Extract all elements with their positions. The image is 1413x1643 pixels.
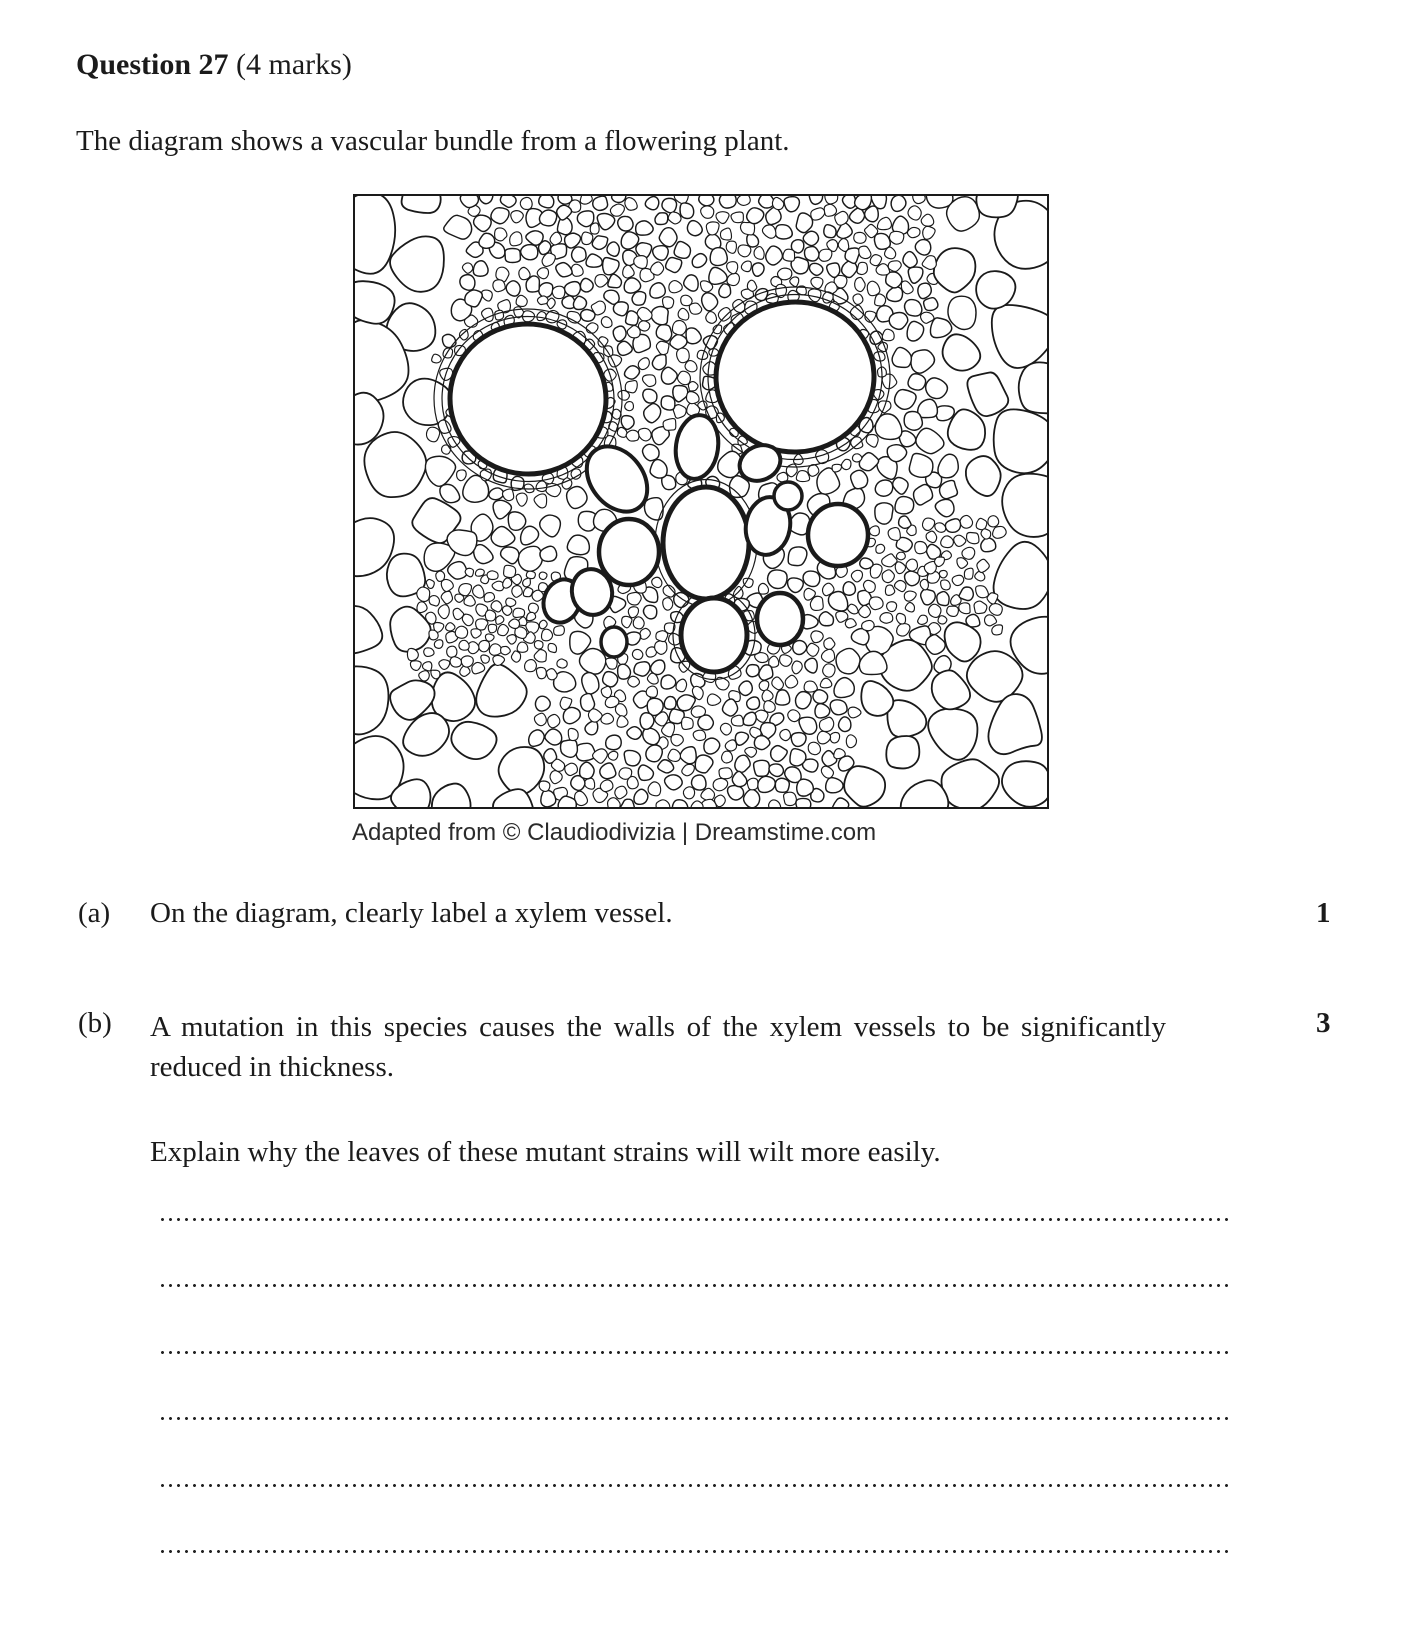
intro-text: The diagram shows a vascular bundle from a flowering plant. xyxy=(76,125,790,157)
part-a-label: (a) xyxy=(78,897,111,929)
answer-line xyxy=(161,1218,1232,1221)
answer-line xyxy=(161,1417,1232,1420)
answer-line xyxy=(161,1284,1232,1287)
figure xyxy=(353,194,1049,809)
part-b-prompt: Explain why the leaves of these mutant strains will wilt more easily. xyxy=(150,1136,941,1168)
answer-line xyxy=(161,1484,1232,1487)
part-a-marks: 1 xyxy=(1316,897,1331,929)
vascular-bundle-diagram xyxy=(355,196,1047,807)
part-b-label: (b) xyxy=(78,1007,112,1039)
question-number: Question 27 xyxy=(76,48,229,81)
part-a-text: On the diagram, clearly label a xylem vessel. xyxy=(150,897,673,929)
answer-lines xyxy=(161,1218,1232,1616)
question-marks-note: (4 marks) xyxy=(236,48,352,81)
figure-caption: Adapted from © Claudiodivizia | Dreamstime.com xyxy=(352,819,877,846)
part-b-marks: 3 xyxy=(1316,1007,1331,1039)
part-b-text: A mutation in this species causes the walls of the xylem vessels to be significantly reduced in thickness. xyxy=(150,1011,1166,1083)
answer-line xyxy=(161,1351,1232,1354)
header-spacer xyxy=(229,48,237,81)
question-header xyxy=(76,48,352,82)
answer-line xyxy=(161,1550,1232,1553)
